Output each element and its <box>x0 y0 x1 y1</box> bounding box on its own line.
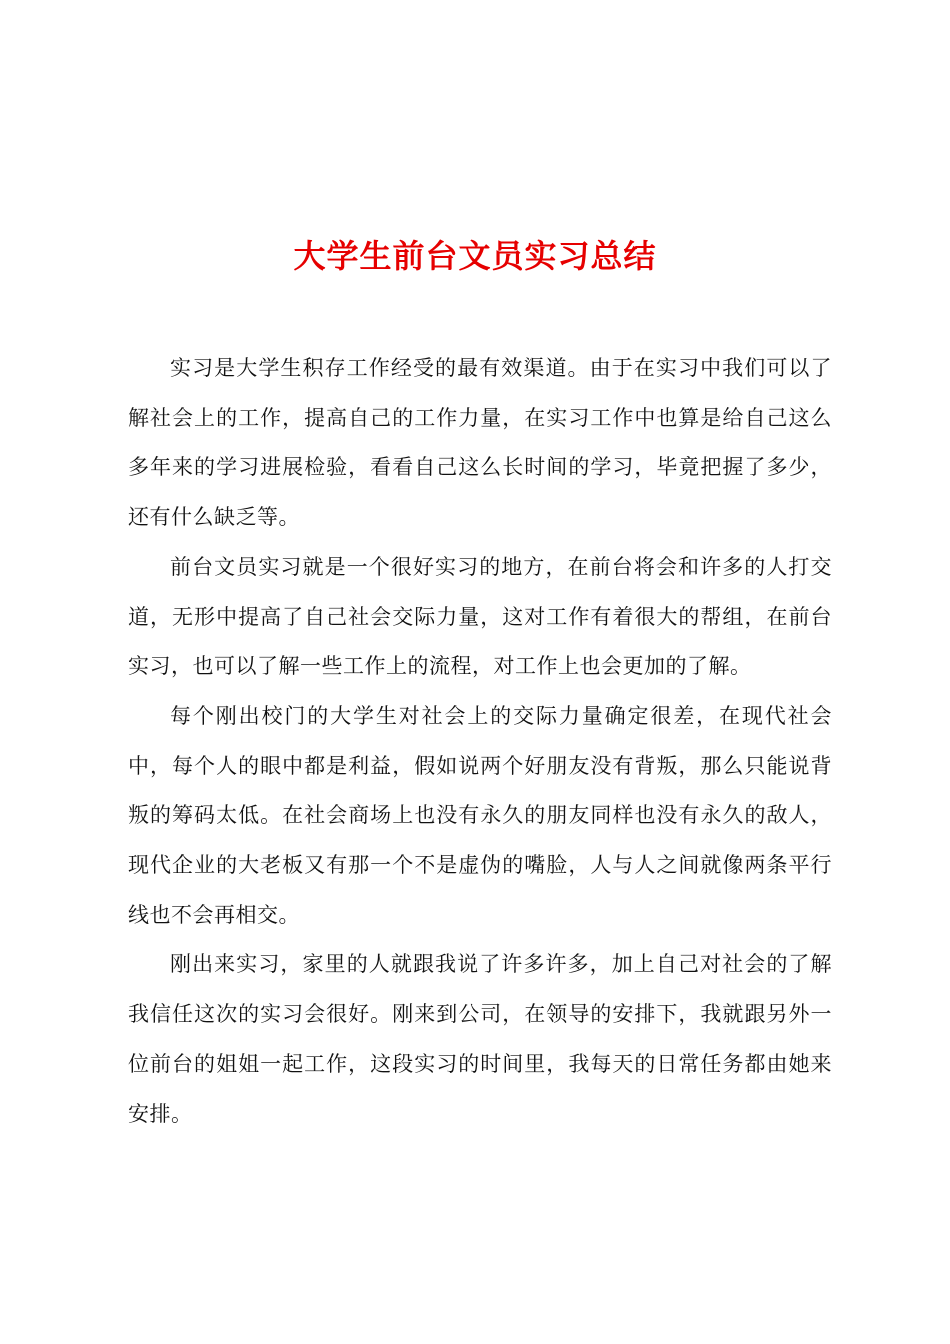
paragraph-3: 每个刚出校门的大学生对社会上的交际力量确定很差，在现代社会中，每个人的眼中都是利益，假如说两个好朋友没有背叛，那么只能说背叛的筹码太低。在社会商场上也没有永久的朋友同样也没有永久的敌人，现代企业的大老板又有那一个不是虚伪的嘴脸，人与人之间就像两条平行线也不会再相交。 <box>128 703 832 927</box>
paragraph-2: 前台文员实习就是一个很好实习的地方，在前台将会和许多的人打交道，无形中提高了自己社会交际力量，这对工作有着很大的帮组，在前台实习，也可以了解一些工作上的流程，对工作上也会更加的了解。 <box>128 554 832 679</box>
document-body <box>128 344 832 1139</box>
document-title: 大学生前台文员实习总结 <box>293 237 657 276</box>
paragraph-4: 刚出来实习，家里的人就跟我说了许多许多，加上自己对社会的了解我信任这次的实习会很好。刚来到公司，在领导的安排下，我就跟另外一位前台的姐姐一起工作，这段实习的时间里，我每天的日常任务都由她来安排。 <box>128 952 832 1126</box>
paragraph-1: 实习是大学生积存工作经受的最有效渠道。由于在实习中我们可以了解社会上的工作，提高自己的工作力量，在实习工作中也算是给自己这么多年来的学习进展检验，看看自己这么长时间的学习，毕竟把握了多少，还有什么缺乏等。 <box>128 356 832 530</box>
